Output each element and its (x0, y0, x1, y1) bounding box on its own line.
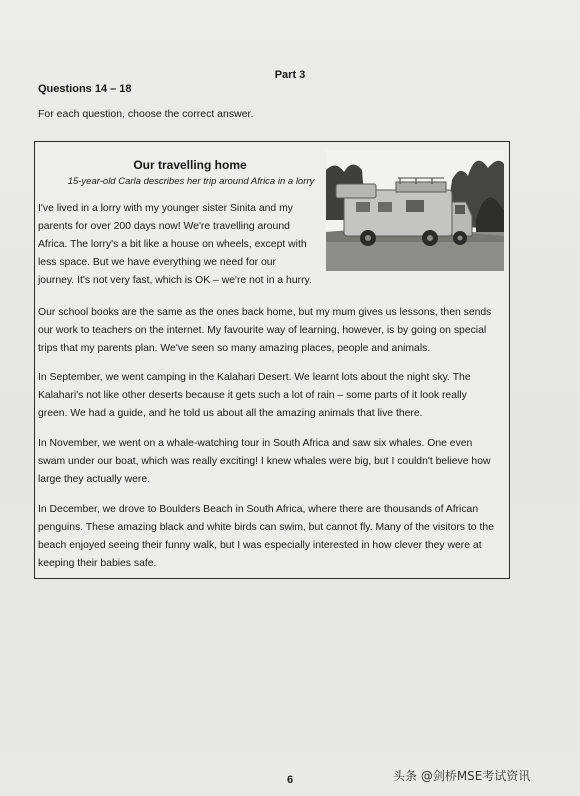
text-line: green. We had a guide, and he told us about all the amazing animals that live there. (38, 408, 423, 419)
text-line: Africa. The lorry's a bit like a house on wheels, except with (38, 239, 307, 250)
text-line: Kalahari's not like other deserts because it gets such a lot of rain – some parts of it look really (38, 390, 467, 401)
page-number: 6 (286, 774, 294, 786)
paragraph-november (38, 435, 490, 489)
lorry-photo (326, 150, 504, 271)
text-line: In December, we drove to Boulders Beach in South Africa, where there are thousands of African (38, 504, 479, 515)
text-line: In September, we went camping in the Kalahari Desert. We learnt lots about the night sky. The (38, 372, 471, 383)
text-line: I've lived in a lorry with my younger sister Sinita and my (38, 203, 293, 214)
text-line: less space. But we have everything we need for our (38, 257, 276, 268)
paragraph-december (38, 501, 494, 573)
instruction-text: For each question, choose the correct answer. (38, 108, 254, 120)
text-line: beach enjoyed seeing their funny walk, but I was especially interested in how clever they were at (38, 540, 482, 551)
text-line: penguins. These amazing black and white birds can swim, but cannot fly. Many of the visitors to the (38, 522, 494, 533)
text-line: trips that my parents plan. We've seen so many amazing places, people and animals. (38, 343, 431, 354)
paragraph-september (38, 369, 471, 423)
text-line: swam under our boat, which was really exciting! I knew whales were big, but I couldn't believe how (38, 456, 491, 467)
text-line: our work to teachers on the internet. My favourite way of learning, however, is by going on special (38, 325, 487, 336)
text-line: In November, we went on a whale-watching tour in South Africa and saw six whales. One even (38, 438, 473, 449)
watermark-text: 头条 @剑桥MSE考试资讯 (393, 769, 531, 783)
text-line: large they actually were. (38, 474, 151, 485)
questions-range-heading: Questions 14 – 18 (38, 83, 132, 95)
paragraph-school (38, 304, 491, 358)
lorry-photo-illustration (326, 150, 504, 271)
paragraph-intro (38, 200, 312, 290)
article-subtitle: 15-year-old Carla describes her trip around Africa in a lorry (67, 176, 315, 187)
article-title: Our travelling home (133, 158, 247, 172)
text-line: journey. It's not very fast, which is OK – we're not in a hurry. (38, 275, 312, 286)
text-line: Our school books are the same as the ones back home, but my mum gives us lessons, then sends (38, 307, 492, 318)
text-line: keeping their babies safe. (38, 558, 157, 569)
text-line: parents for over 200 days now! We're travelling around (38, 221, 290, 232)
part-heading: Part 3 (274, 69, 306, 81)
